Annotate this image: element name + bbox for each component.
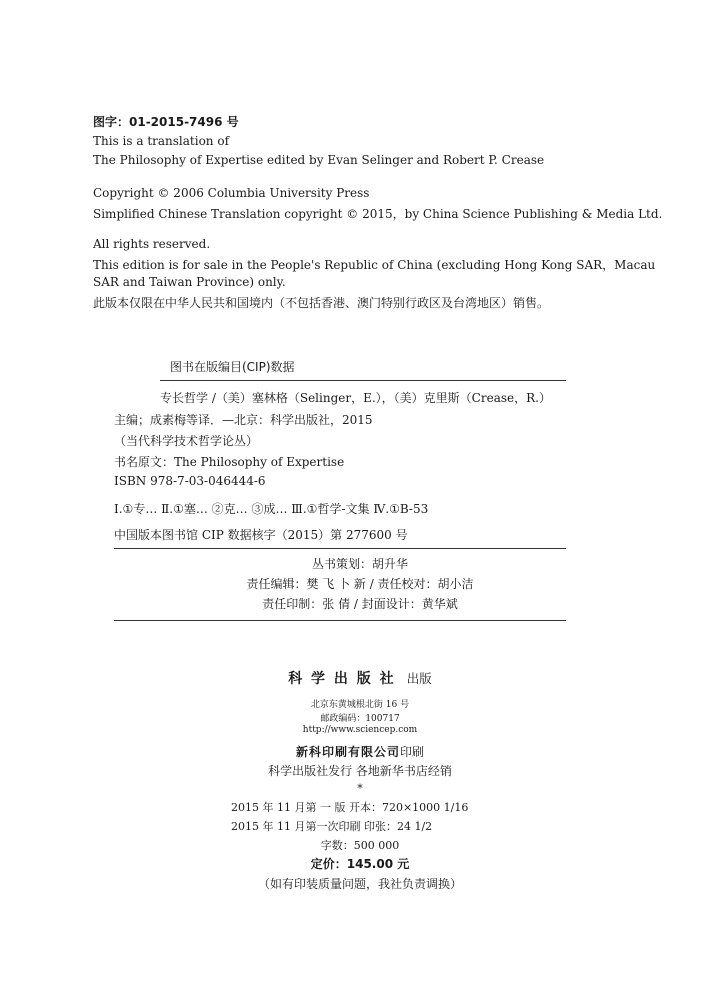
cip-line-4: 书名原文：The Philosophy of Expertise bbox=[114, 455, 345, 469]
cip-line-2: 主编；成素梅等译．—北京：科学出版社，2015 bbox=[114, 413, 373, 427]
cip-bottom-rule bbox=[114, 548, 566, 549]
printing-and-cover: 责任印制：张 倩 / 封面设计：黄华斌 bbox=[262, 597, 458, 611]
distribution-line: 科学出版社发行 各地新华书店经销 bbox=[268, 764, 452, 778]
responsible-editors: 责任编辑：樊 飞 卜 新 / 责任校对：胡小洁 bbox=[246, 577, 474, 591]
copyright-line: Copyright © 2006 Columbia University Press bbox=[93, 186, 370, 200]
sale-restriction-chinese: 此版本仅限在中华人民共和国境内（不包括香港、澳门特别行政区及台湾地区）销售。 bbox=[93, 296, 550, 310]
edition-line-2: 2015 年 11 月第一次印刷 印张：24 1/2 bbox=[231, 820, 433, 833]
cip-line-3: （当代科学技术哲学论丛） bbox=[114, 434, 259, 448]
cip-top-rule bbox=[160, 380, 566, 381]
printer-line bbox=[0, 741, 720, 760]
contract-number: 图字：01-2015-7496 号 bbox=[93, 115, 239, 129]
sale-restriction-line-1: This edition is for sale in the People's Republic of China (excluding Hong Kong SAR，Macau bbox=[93, 258, 656, 272]
word-count: 字数：500 000 bbox=[320, 839, 400, 852]
series-planner: 丛书策划：胡升华 bbox=[311, 557, 408, 571]
printer-name: 新科印刷有限公司 bbox=[295, 745, 400, 759]
credits-bottom-rule bbox=[114, 620, 566, 621]
publisher-publish-word: 出版 bbox=[406, 671, 432, 686]
translation-intro: This is a translation of bbox=[93, 134, 230, 148]
publisher-line bbox=[0, 668, 720, 688]
cip-number: 中国版本图书馆 CIP 数据核字（2015）第 277600 号 bbox=[114, 528, 408, 542]
publisher-address: 北京东黄城根北街 16 号 bbox=[310, 700, 410, 710]
separator-asterisk: * bbox=[357, 782, 363, 795]
sale-restriction-line-2: SAR and Taiwan Province) only. bbox=[93, 275, 286, 289]
publisher-postcode: 邮政编码：100717 bbox=[320, 714, 400, 724]
cip-heading: 图书在版编目(CIP)数据 bbox=[170, 360, 295, 374]
edition-line-1: 2015 年 11 月第 一 版 开本：720×1000 1/16 bbox=[231, 801, 469, 814]
cip-classification: Ⅰ.①专… Ⅱ.①塞… ②克… ③成… Ⅲ.①哲学-文集 Ⅳ.①B-53 bbox=[114, 502, 429, 516]
rights-reserved: All rights reserved. bbox=[93, 237, 211, 251]
publisher-name: 科 学 出 版 社 bbox=[288, 671, 396, 687]
printer-word: 印刷 bbox=[400, 745, 425, 759]
chinese-translation-copyright: Simplified Chinese Translation copyright © 2015，by China Science Publishing & Media Ltd. bbox=[93, 207, 663, 221]
price: 定价：145.00 元 bbox=[310, 857, 410, 871]
quality-note: （如有印装质量问题，我社负责调换） bbox=[257, 877, 462, 891]
cip-line-1: 专长哲学 /（美）塞林格（Selinger，E.），（美）克里斯（Crease，R.） bbox=[160, 391, 551, 405]
publisher-website: http://www.sciencep.com bbox=[302, 725, 418, 735]
cip-isbn: ISBN 978-7-03-046444-6 bbox=[114, 474, 266, 488]
original-work-line: The Philosophy of Expertise edited by Evan Selinger and Robert P. Crease bbox=[93, 153, 545, 167]
